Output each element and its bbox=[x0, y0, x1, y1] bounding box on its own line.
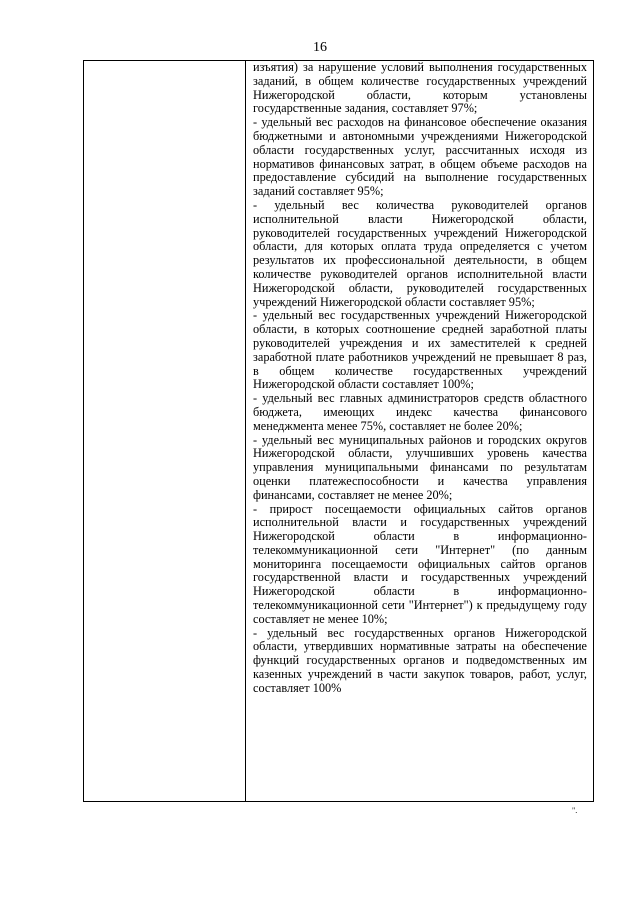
paragraph-managers-pay-share: - удельный вес количества руководителей органов исполнительной власти Нижегородской области, руководителей государственных учреждений Нижегородской области, для которых оплата труда определяется с учетом результатов их профессиональной деятельности, в общем количестве руководителей органов исполнительной власти Нижегородской области, руководителей государственных учреждений Нижегородской области составляет 95%; bbox=[253, 197, 587, 309]
paragraph-website-traffic-growth: - прирост посещаемости официальных сайтов органов исполнительной власти и государственных учреждений Нижегородской области в информационно-телекоммуникационной сети "Интернет" (по данным мониторинга посещаемости официальных сайтов органов государственной власти и государственных учреждений Нижегородской области в информационно-телекоммуникационной сети "Интернет") к предыдущему году составляет не менее 10%; bbox=[253, 501, 587, 626]
page-number: 16 bbox=[313, 40, 327, 55]
paragraph-normative-expenses-share: - удельный вес расходов на финансовое обеспечение оказания бюджетными и автономными учреждениями Нижегородской области государственных услуг, рассчитанных исходя из нормативов финансовых затрат, в общем объеме расходов на предоставление субсидий на выполнение государственных заданий составляет 95%; bbox=[253, 115, 587, 199]
paragraph-municipal-finance-quality: - удельный вес муниципальных районов и городских округов Нижегородской области, улучшивших уровень качества управления муниципальными финансами по результатам оценки платежеспособности и качества управления финансами, составляет не менее 20%; bbox=[253, 432, 587, 502]
document-table bbox=[83, 60, 594, 802]
table-left-column bbox=[84, 61, 246, 801]
table-right-column bbox=[246, 61, 593, 696]
paragraph-task-violation-share: изъятия) за нарушение условий выполнения государственных заданий, в общем количестве государственных учреждений Нижегородской области, которым установлены государственные задания, составляет 97%; bbox=[253, 60, 587, 116]
closing-quote-mark: ". bbox=[572, 806, 578, 815]
paragraph-salary-ratio-share: - удельный вес государственных учреждений Нижегородской области, в которых соотношение средней заработной платы руководителей учреждения и их заместителей к средней заработной плате работников учреждений не превышает 8 раз, в общем количестве государственных учреждений Нижегородской области составляет 100%; bbox=[253, 308, 587, 392]
paragraph-normative-costs-approval: - удельный вес государственных органов Нижегородской области, утвердивших нормативные затраты на обеспечение функций государственных органов и подведомственных им казенных учреждений в части закупок товаров, работ, услуг, составляет 100% bbox=[253, 625, 587, 695]
paragraph-financial-management-index: - удельный вес главных администраторов средств областного бюджета, имеющих индекс качества финансового менеджмента менее 75%, составляет не более 20%; bbox=[253, 391, 587, 433]
